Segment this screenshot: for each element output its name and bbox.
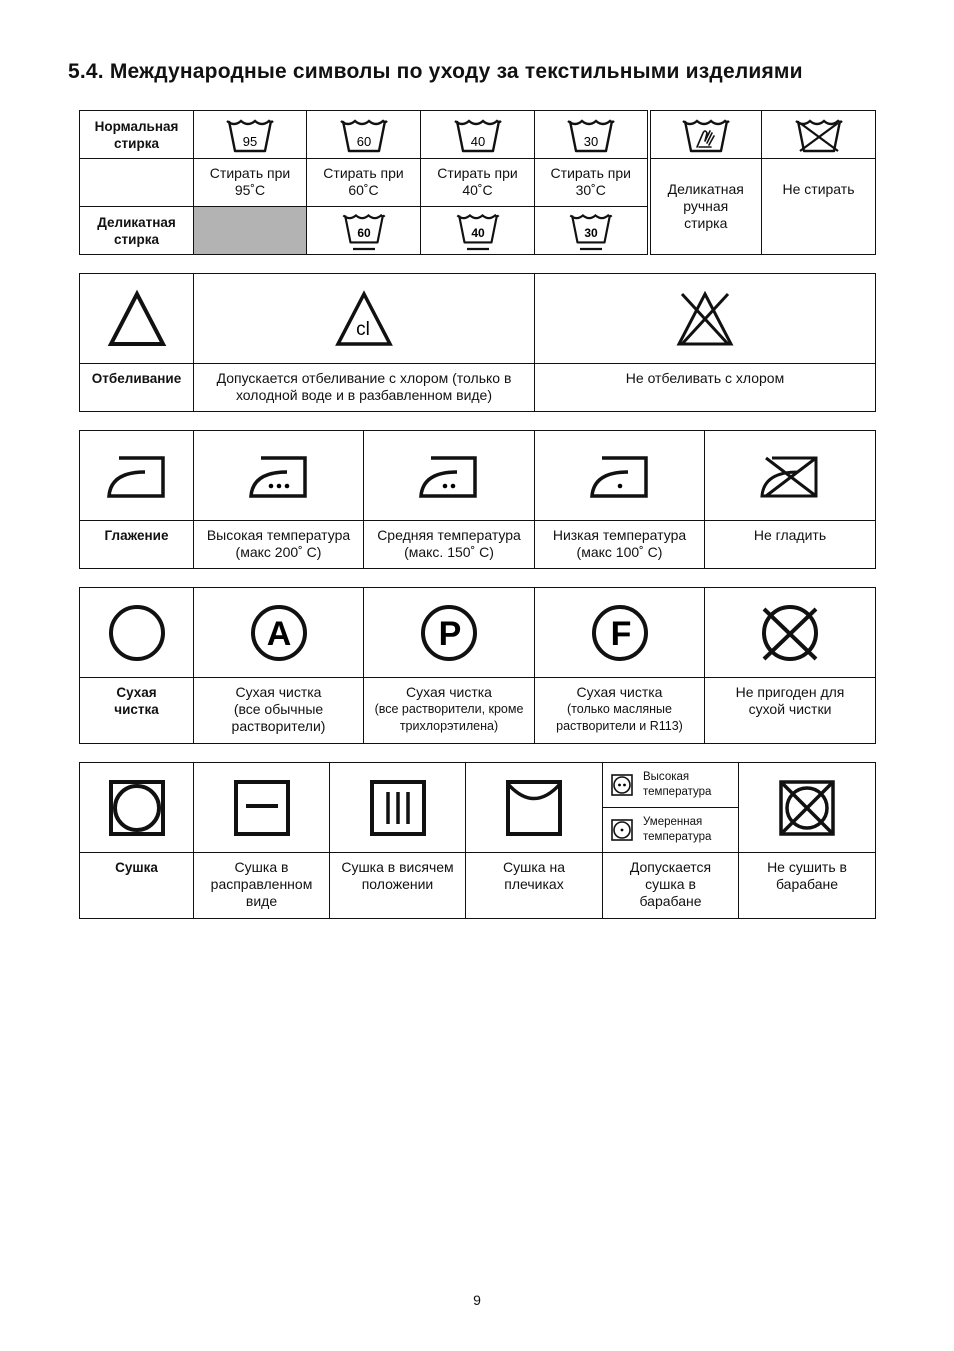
drip-dry-icon	[330, 763, 466, 853]
wash-95-icon	[194, 111, 307, 159]
wash-95-text: Стирать при 95˚С	[194, 159, 307, 207]
ironing-table	[79, 430, 876, 569]
high-temp-row	[603, 763, 738, 808]
iron-high-icon	[194, 431, 364, 521]
dry-clean-f-desc: (только масляные растворители и R113)	[556, 702, 683, 733]
svg-text:30: 30	[584, 225, 598, 240]
dry-clean-a-desc: (все обычные растворители)	[231, 701, 326, 734]
svg-text:F: F	[610, 614, 631, 653]
dry-flat-icon	[194, 763, 330, 853]
dry-clean-a-text	[194, 678, 364, 744]
dry-cleaning-label: Сухая чистка	[80, 678, 194, 744]
svg-text:60: 60	[356, 225, 371, 240]
line-dry-icon	[466, 763, 603, 853]
wash-30-text: Стирать при 30˚С	[535, 159, 649, 207]
wash-60-icon	[307, 111, 421, 159]
wash-30-icon	[535, 111, 649, 159]
ironing-label: Глажение	[80, 521, 194, 569]
no-iron-text: Не гладить	[705, 521, 876, 569]
empty-cell	[80, 159, 194, 207]
iron-low-text: Низкая температура (макс 100˚ С)	[535, 521, 705, 569]
normal-wash-label: Нормальная стирка	[80, 111, 194, 159]
no-chlorine-bleach-icon	[535, 274, 876, 364]
dry-clean-p-title: Сухая чистка	[406, 684, 492, 700]
gray-cell	[194, 207, 307, 255]
hand-wash-text: Деликатная ручная стирка	[649, 159, 762, 255]
drip-dry-text: Сушка в висячем положении	[330, 853, 466, 919]
iron-high-text: Высокая температура (макс 200˚ С)	[194, 521, 364, 569]
dry-clean-f-title: Сухая чистка	[576, 684, 663, 700]
dry-clean-f-text	[535, 678, 705, 744]
iron-low-icon	[535, 431, 705, 521]
tumble-moderate-icon	[611, 819, 633, 841]
delicate-wash-40-icon	[421, 207, 535, 255]
page-title: 5.4. Международные символы по уходу за текстильными изделиями	[68, 60, 803, 83]
dry-clean-a-icon	[194, 588, 364, 678]
wash-40-text: Стирать при 40˚С	[421, 159, 535, 207]
no-wash-text: Не стирать	[762, 159, 876, 255]
page-number: 9	[473, 1292, 481, 1308]
no-iron-icon	[705, 431, 876, 521]
dry-cleaning-table	[79, 587, 876, 744]
bleaching-label: Отбеливание	[80, 364, 194, 412]
svg-text:P: P	[438, 614, 462, 653]
bleach-icon	[80, 274, 194, 364]
no-wash-icon	[762, 111, 876, 159]
delicate-wash-label: Деликатная стирка	[80, 207, 194, 255]
svg-text:95: 95	[242, 133, 258, 149]
washing-table	[79, 110, 876, 255]
no-dry-clean-text: Не пригоден для сухой чистки	[705, 678, 876, 744]
dry-clean-icon	[80, 588, 194, 678]
iron-icon	[80, 431, 194, 521]
dry-clean-f-icon	[535, 588, 705, 678]
moderate-temp-row	[603, 808, 738, 852]
line-dry-text: Сушка на плечиках	[466, 853, 603, 919]
svg-text:60: 60	[356, 133, 371, 149]
wash-60-text: Стирать при 60˚С	[307, 159, 421, 207]
moderate-temp-text: Умеренная температура	[643, 816, 712, 843]
dry-flat-text: Сушка в расправленном виде	[194, 853, 330, 919]
dry-clean-p-icon	[364, 588, 535, 678]
drying-table	[79, 762, 876, 919]
no-dry-clean-icon	[705, 588, 876, 678]
svg-text:40: 40	[470, 225, 485, 240]
tumble-high-icon	[611, 774, 633, 796]
chlorine-allowed-text: Допускается отбеливание с хлором (только в холодной воде и в разбавленном виде)	[194, 364, 535, 412]
no-tumble-dry-icon	[739, 763, 876, 853]
bleaching-table	[79, 273, 876, 412]
no-tumble-text: Не сушить в барабане	[739, 853, 876, 919]
dry-clean-p-text	[364, 678, 535, 744]
svg-text:cl: cl	[356, 318, 370, 340]
dry-clean-a-title: Сухая чистка	[235, 684, 322, 700]
tumble-temp-cell	[603, 763, 739, 853]
tumble-allowed-text: Допускается сушка в барабане	[603, 853, 739, 919]
drying-label: Сушка	[80, 853, 194, 919]
svg-text:30: 30	[583, 133, 598, 149]
delicate-wash-60-icon	[307, 207, 421, 255]
hand-wash-icon	[649, 111, 762, 159]
delicate-wash-30-icon	[535, 207, 649, 255]
chlorine-bleach-icon	[194, 274, 535, 364]
iron-medium-text: Средняя температура (макс. 150˚ С)	[364, 521, 535, 569]
tumble-dry-icon	[80, 763, 194, 853]
no-chlorine-text: Не отбеливать с хлором	[535, 364, 876, 412]
iron-medium-icon	[364, 431, 535, 521]
svg-text:40: 40	[470, 133, 485, 149]
dry-clean-p-desc: (все растворители, кроме трихлорэтилена)	[374, 702, 524, 733]
svg-text:A: A	[266, 614, 291, 653]
wash-40-icon	[421, 111, 535, 159]
high-temp-text: Высокая температура	[643, 771, 712, 798]
